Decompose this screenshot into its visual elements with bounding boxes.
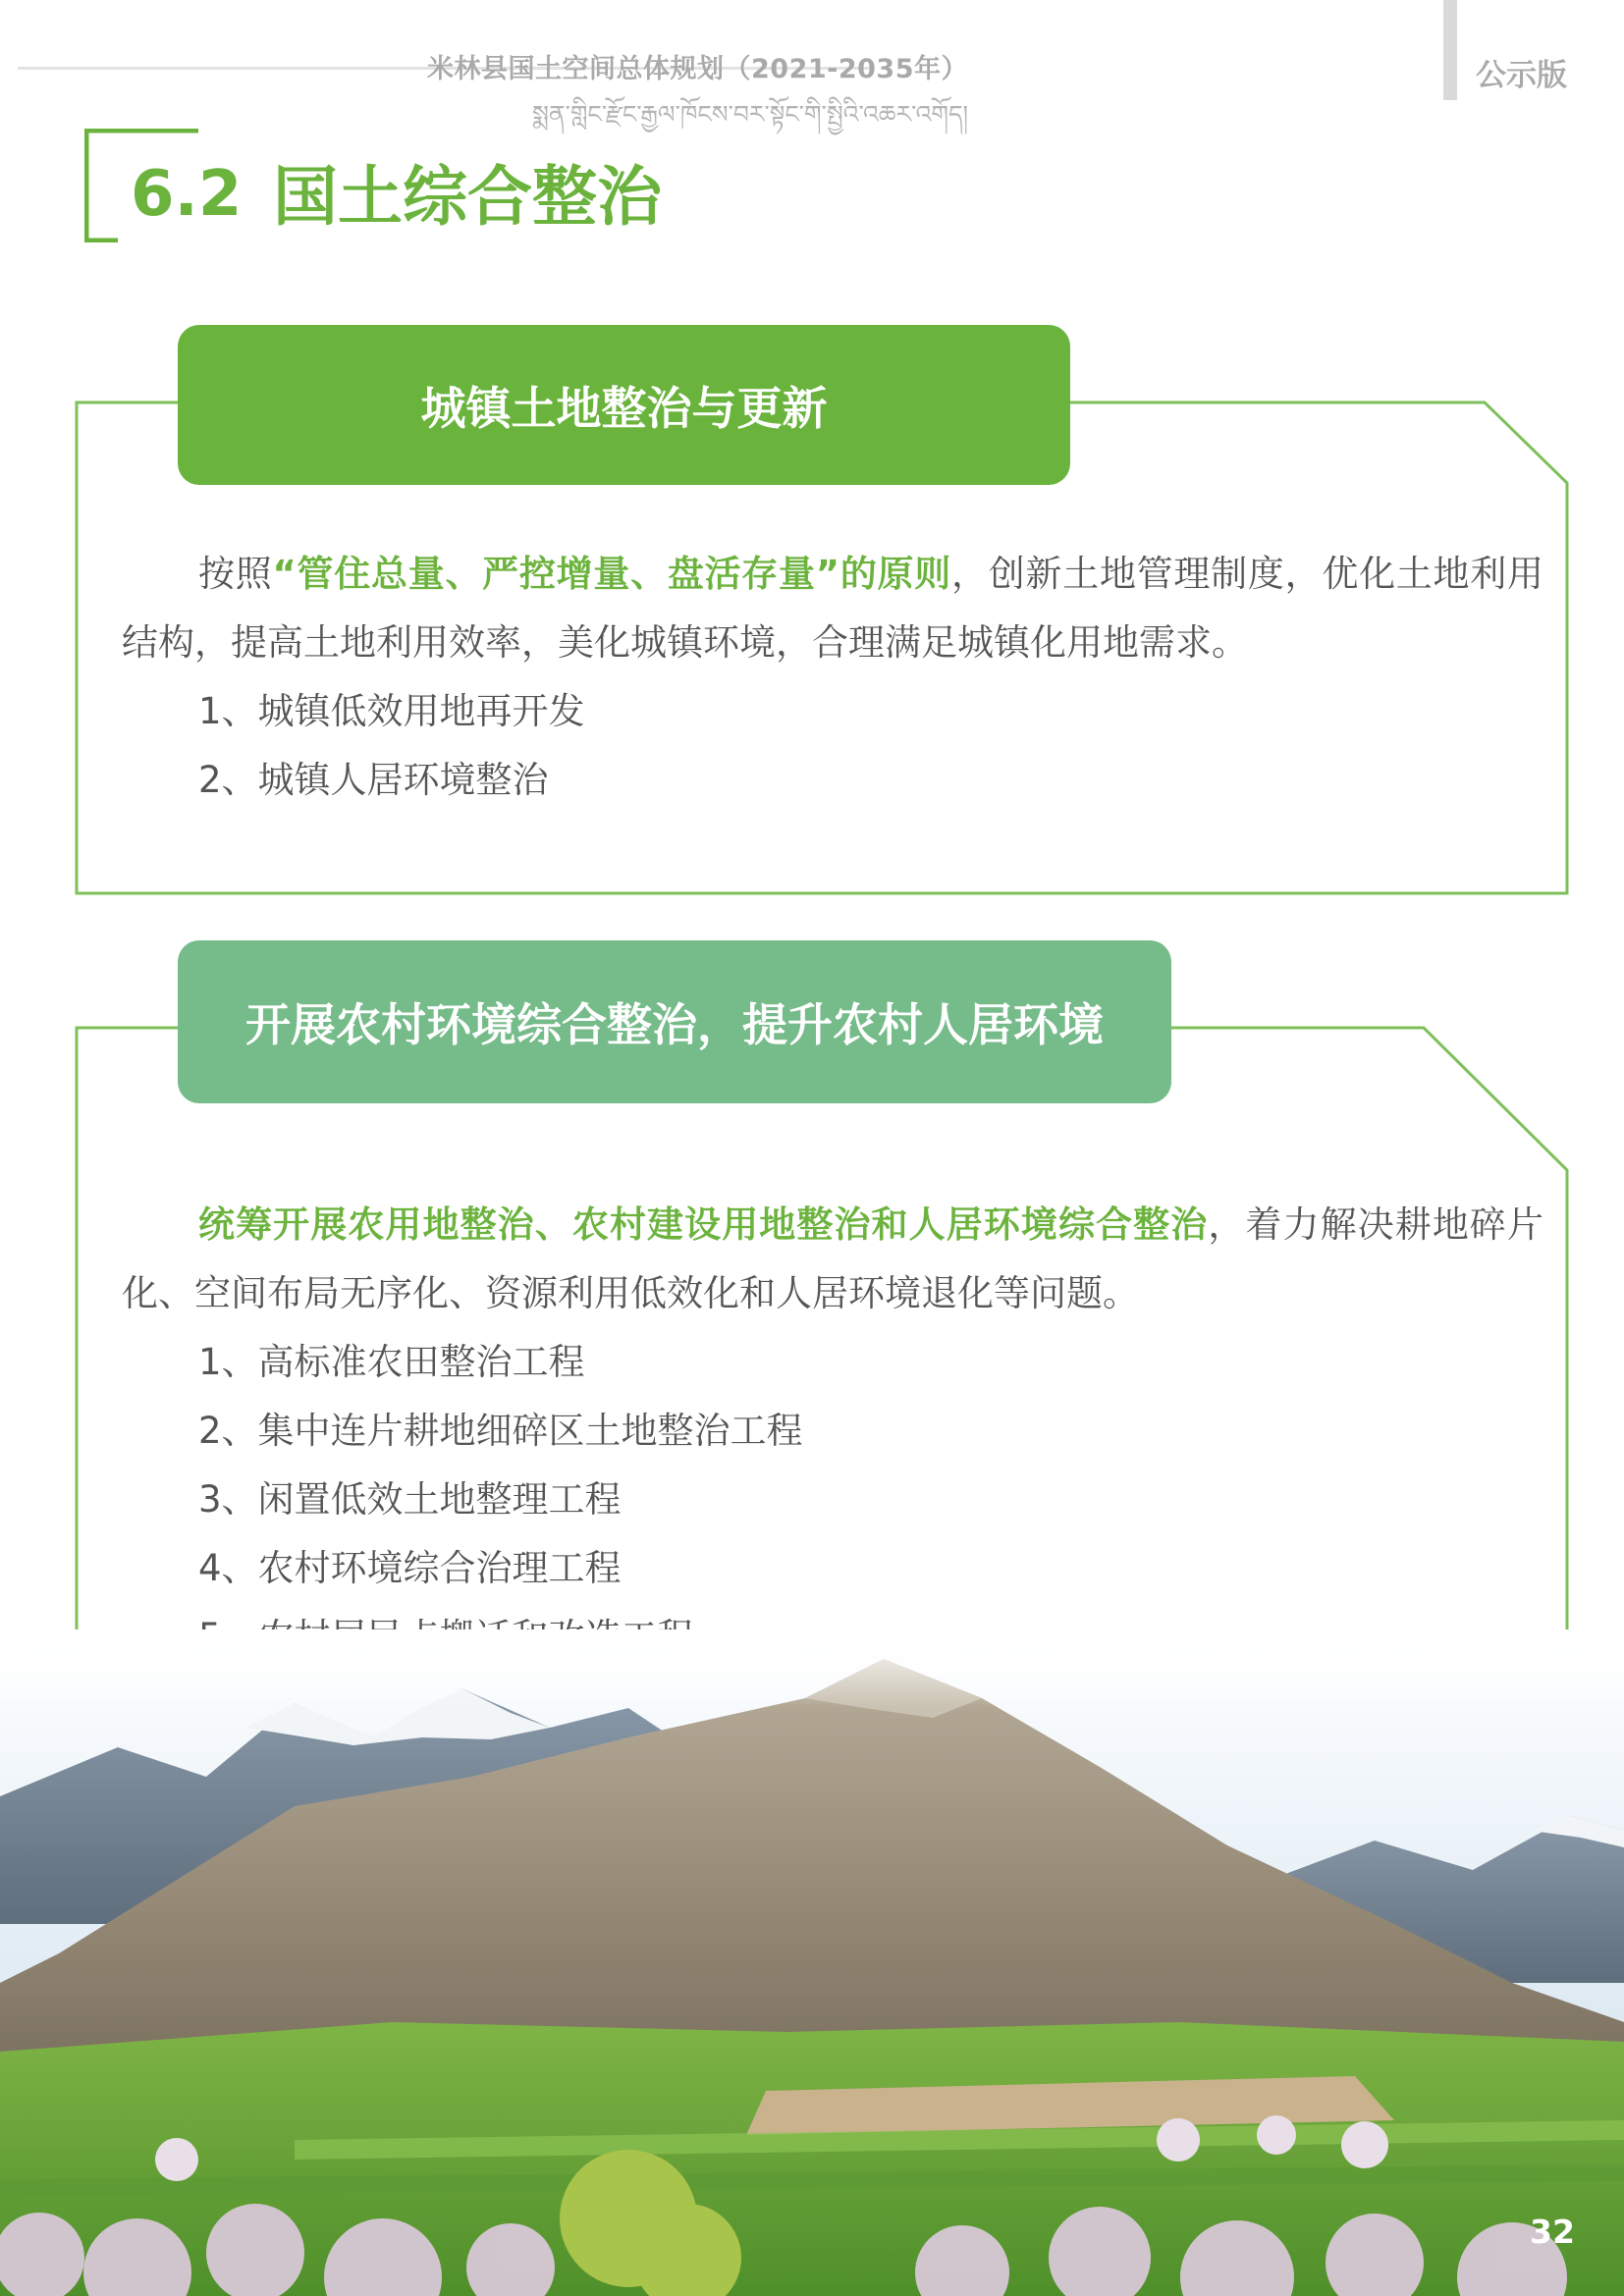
card1-paragraph [122,540,1543,677]
document-title-tibetan: སྨན་གླིང་རྫོང་རྒྱལ་ཁོངས་བར་སྟོང་གི་སྤྱིའི་འཆར་འགོད། [532,100,968,129]
version-label: 公示版 [1476,58,1567,93]
list-item: 3、闲置低效土地整理工程 [198,1478,622,1521]
card2-paragraph [122,1191,1543,1328]
list-item: 1、高标准农田整治工程 [198,1341,585,1383]
card1-para-highlight: “管住总量、严控增量、盘活存量”的原则 [272,553,952,595]
page-number: 32 [1530,2213,1575,2251]
card1-para-prefix: 按照 [198,553,273,595]
card2-heading: 开展农村环境综合整治，提升农村人居环境 [178,940,1171,1103]
document-title: 米林县国土空间总体规划（2021-2035年） [427,54,968,84]
list-item: 2、集中连片耕地细碎区土地整治工程 [198,1410,803,1452]
list-item: 2、城镇人居环境整治 [198,759,549,801]
section-title: 国土综合整治 [273,159,662,235]
card2-para-highlight: 统筹开展农用地整治、农村建设用地整治和人居环境综合整治 [198,1203,1209,1246]
list-item: 4、农村环境综合治理工程 [198,1547,622,1589]
header-separator-bar [1443,0,1457,100]
section-number: 6.2 [131,158,243,231]
card1-list [122,677,1543,815]
landscape-illustration [0,1629,1624,2296]
card2-list [122,1328,1543,1672]
card2-para-rest: ，着力解决耕地碎片化、空间布局无序化、资源利用低效化和人居环境退化等问题。 [122,1203,1543,1314]
list-item: 1、城镇低效用地再开发 [198,690,585,732]
card1-body [122,540,1543,815]
card2-body [122,1191,1543,1672]
card1-heading: 城镇土地整治与更新 [178,325,1070,485]
card1-para-rest: ，创新土地管理制度，优化土地利用结构，提高土地利用效率，美化城镇环境，合理满足城镇化用地需求。 [122,553,1543,664]
